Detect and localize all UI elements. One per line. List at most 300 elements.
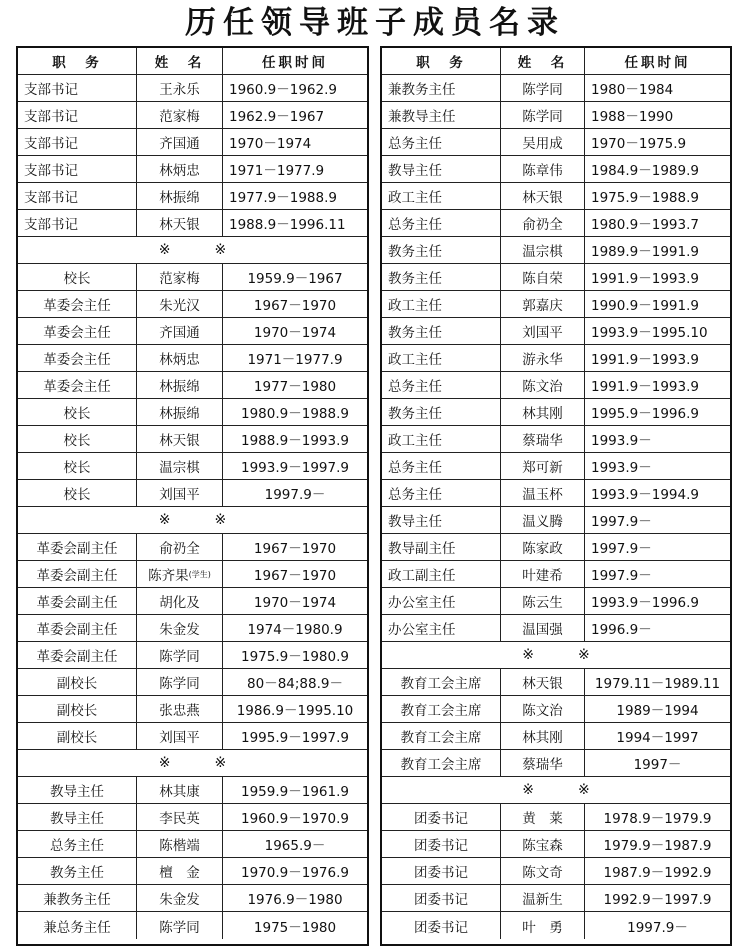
name-cell [136, 75, 222, 101]
term-text: 1991.9－1993.9 [591, 352, 699, 368]
position-cell [382, 561, 500, 587]
name-text: 朱光汉 [159, 298, 200, 314]
table-row [18, 291, 367, 318]
position-text: 副校长 [56, 730, 98, 746]
term-text: 1971－1977.9 [247, 352, 343, 368]
name-cell [136, 777, 222, 803]
name-text: 陈齐果 [148, 568, 189, 584]
section-separator [18, 507, 367, 534]
table-row [382, 912, 730, 939]
position-cell [382, 102, 500, 128]
position-text: 教务主任 [50, 865, 104, 881]
name-cell [136, 561, 222, 587]
name-cell [500, 264, 584, 290]
name-text: 温国强 [522, 622, 563, 638]
term-cell [584, 480, 730, 506]
table-row [18, 885, 367, 912]
name-text: 林振绵 [159, 379, 200, 395]
table-header-row [382, 48, 730, 75]
position-cell [382, 453, 500, 479]
table-row [382, 318, 730, 345]
term-cell [584, 345, 730, 371]
name-text: 陈楷端 [159, 838, 200, 854]
position-text: 校长 [63, 433, 91, 449]
table-row [382, 750, 730, 777]
table-row [382, 885, 730, 912]
name-cell [136, 723, 222, 749]
name-cell [136, 183, 222, 209]
name-text: 林天银 [159, 433, 200, 449]
header-name: 姓 名 [500, 48, 584, 74]
table-row [382, 615, 730, 642]
position-cell [382, 723, 500, 749]
term-cell [584, 831, 730, 857]
separator-cell [382, 642, 730, 668]
separator-mark: ※ [578, 782, 590, 798]
term-text: 1979.9－1987.9 [603, 838, 712, 854]
position-cell [18, 696, 136, 722]
name-cell [136, 642, 222, 668]
name-text: 林振绵 [159, 190, 200, 206]
separator-mark: ※ [522, 647, 534, 663]
position-cell [18, 480, 136, 506]
name-text: 郭嘉庆 [522, 298, 563, 314]
name-cell [500, 399, 584, 425]
name-cell [500, 588, 584, 614]
term-cell [584, 237, 730, 263]
name-cell [136, 669, 222, 695]
table-row [18, 102, 367, 129]
term-cell [584, 615, 730, 641]
name-text: 陈自荣 [522, 271, 563, 287]
name-cell [136, 318, 222, 344]
name-cell [136, 426, 222, 452]
position-cell [18, 129, 136, 155]
term-cell [584, 507, 730, 533]
name-text: 张忠燕 [159, 703, 200, 719]
name-cell [500, 696, 584, 722]
name-cell [500, 831, 584, 857]
term-cell [222, 696, 367, 722]
position-cell [18, 453, 136, 479]
name-cell [136, 372, 222, 398]
term-text: 1997.9－ [264, 487, 326, 503]
term-cell [584, 264, 730, 290]
position-text: 支部书记 [24, 136, 78, 152]
term-cell [222, 453, 367, 479]
table-row [382, 156, 730, 183]
term-text: 1962.9－1967 [229, 109, 325, 125]
term-text: 1970.9－1976.9 [241, 865, 349, 881]
table-row [18, 480, 367, 507]
name-text: 齐国通 [159, 136, 200, 152]
position-text: 副校长 [56, 703, 98, 719]
name-cell [136, 291, 222, 317]
position-text: 教育工会主席 [400, 703, 482, 719]
table-row [18, 399, 367, 426]
name-cell [500, 129, 584, 155]
term-cell [584, 534, 730, 560]
header-term: 任职时间 [222, 48, 367, 74]
name-text: 陈学同 [522, 82, 563, 98]
separator-cell [18, 507, 367, 533]
table-row [18, 129, 367, 156]
section-separator [18, 750, 367, 777]
term-text: 1997.9－ [591, 514, 652, 530]
position-cell [382, 156, 500, 182]
position-cell [18, 102, 136, 128]
name-cell [136, 480, 222, 506]
term-text: 1980.9－1993.7 [591, 217, 699, 233]
name-text: 檀 金 [159, 865, 200, 881]
table-row [18, 210, 367, 237]
term-text: 1993.9－1995.10 [591, 325, 708, 341]
position-cell [382, 831, 500, 857]
term-cell [584, 453, 730, 479]
term-cell [584, 696, 730, 722]
name-cell [136, 912, 222, 939]
table-row [382, 372, 730, 399]
table-row [18, 858, 367, 885]
position-text: 教育工会主席 [400, 676, 482, 692]
position-text: 兼教务主任 [388, 82, 456, 98]
term-text: 1987.9－1992.9 [603, 865, 712, 881]
separator-mark: ※ [158, 512, 171, 528]
separator-mark: ※ [214, 512, 227, 528]
name-cell [136, 534, 222, 560]
position-cell [382, 669, 500, 695]
term-text: 1965.9－ [264, 838, 326, 854]
position-text: 总务主任 [388, 379, 442, 395]
position-cell [382, 912, 500, 939]
position-cell [18, 399, 136, 425]
table-row [18, 912, 367, 939]
table-row [382, 426, 730, 453]
term-text: 1960.9－1970.9 [241, 811, 349, 827]
name-text: 林天银 [159, 217, 200, 233]
term-text: 1967－1970 [253, 541, 337, 557]
position-cell [18, 588, 136, 614]
table-row [18, 426, 367, 453]
term-cell [222, 318, 367, 344]
position-text: 革委会主任 [43, 325, 111, 341]
term-cell [222, 156, 367, 182]
position-text: 政工副主任 [388, 568, 456, 584]
term-cell [584, 750, 730, 776]
position-cell [18, 534, 136, 560]
separator-mark: ※ [214, 242, 227, 258]
position-text: 团委书记 [414, 892, 468, 908]
separator-cell [18, 237, 367, 263]
name-text: 范家梅 [159, 109, 200, 125]
term-text: 1991.9－1993.9 [591, 271, 699, 287]
name-cell [500, 345, 584, 371]
name-text: 陈文治 [522, 703, 563, 719]
term-text: 1959.9－1967 [247, 271, 343, 287]
position-text: 教导主任 [388, 163, 442, 179]
name-cell [136, 885, 222, 911]
name-text: 陈学同 [159, 676, 200, 692]
term-cell [584, 75, 730, 101]
position-cell [18, 264, 136, 290]
position-text: 革委会主任 [43, 352, 111, 368]
position-cell [18, 777, 136, 803]
position-cell [18, 345, 136, 371]
term-text: 1980－1984 [591, 82, 674, 98]
term-text: 1977.9－1988.9 [229, 190, 337, 206]
position-cell [382, 426, 500, 452]
term-text: 1993.9－ [591, 433, 652, 449]
term-text: 1959.9－1961.9 [241, 784, 349, 800]
term-text: 1984.9－1989.9 [591, 163, 699, 179]
name-text: 黄 莱 [522, 811, 563, 827]
term-cell [222, 885, 367, 911]
name-cell [500, 318, 584, 344]
separator-cell [382, 777, 730, 803]
position-cell [18, 885, 136, 911]
position-text: 兼总务主任 [43, 919, 111, 936]
name-text: 陈家政 [522, 541, 563, 557]
name-cell [500, 615, 584, 641]
position-cell [18, 318, 136, 344]
term-cell [584, 588, 730, 614]
table-row [18, 75, 367, 102]
position-cell [382, 264, 500, 290]
name-cell [500, 453, 584, 479]
term-cell [584, 399, 730, 425]
term-cell [222, 858, 367, 884]
term-text: 1980.9－1988.9 [241, 406, 349, 422]
position-cell [18, 183, 136, 209]
term-text: 1967－1970 [253, 568, 337, 584]
position-cell [18, 426, 136, 452]
table-row [18, 264, 367, 291]
name-cell [500, 480, 584, 506]
table-row [382, 831, 730, 858]
table-row [18, 156, 367, 183]
name-text: 俞礽全 [159, 541, 200, 557]
name-text: 吴用成 [522, 136, 563, 152]
term-cell [222, 102, 367, 128]
separator-mark: ※ [522, 782, 534, 798]
term-text: 1988－1990 [591, 109, 674, 125]
section-separator [382, 777, 730, 804]
term-text: 1975.9－1988.9 [591, 190, 699, 206]
position-cell [382, 858, 500, 884]
position-text: 支部书记 [24, 109, 78, 125]
position-text: 团委书记 [414, 865, 468, 881]
table-row [382, 399, 730, 426]
term-cell [584, 318, 730, 344]
position-cell [382, 399, 500, 425]
separator-cell [18, 750, 367, 776]
name-text: 齐国通 [159, 325, 200, 341]
position-text: 办公室主任 [388, 595, 456, 611]
term-cell [584, 804, 730, 830]
term-text: 1993.9－ [591, 460, 652, 476]
term-text: 1993.9－1996.9 [591, 595, 699, 611]
term-cell [222, 669, 367, 695]
term-cell [222, 831, 367, 857]
separator-mark: ※ [214, 755, 227, 771]
table-row [382, 210, 730, 237]
name-cell [500, 912, 584, 939]
position-cell [382, 588, 500, 614]
term-text: 1991.9－1993.9 [591, 379, 699, 395]
position-text: 支部书记 [24, 190, 78, 206]
name-cell [136, 264, 222, 290]
position-cell [382, 534, 500, 560]
name-cell [500, 102, 584, 128]
position-text: 总务主任 [50, 838, 104, 854]
position-text: 教导主任 [388, 514, 442, 530]
table-row [18, 561, 367, 588]
name-cell [500, 885, 584, 911]
table-row [18, 723, 367, 750]
name-cell [500, 183, 584, 209]
term-text: 1967－1970 [253, 298, 337, 314]
term-cell [222, 480, 367, 506]
term-cell [584, 291, 730, 317]
position-cell [382, 75, 500, 101]
term-cell [222, 561, 367, 587]
name-cell [500, 237, 584, 263]
table-row [18, 615, 367, 642]
term-text: 1978.9－1979.9 [603, 811, 712, 827]
position-text: 教导副主任 [388, 541, 456, 557]
position-text: 团委书记 [414, 919, 468, 936]
name-text: 胡化及 [159, 595, 200, 611]
table-row [382, 102, 730, 129]
name-cell [136, 399, 222, 425]
table-row [382, 183, 730, 210]
position-cell [382, 696, 500, 722]
table-row [382, 534, 730, 561]
name-cell [136, 129, 222, 155]
name-cell [500, 723, 584, 749]
term-text: 1971－1977.9 [229, 163, 325, 179]
term-cell [584, 372, 730, 398]
table-row [18, 669, 367, 696]
name-text: 温宗棋 [159, 460, 200, 476]
table-row [382, 858, 730, 885]
name-text: 范家梅 [159, 271, 200, 287]
position-text: 校长 [63, 487, 91, 503]
position-text: 政工主任 [388, 298, 442, 314]
table-row [18, 453, 367, 480]
table-row [382, 669, 730, 696]
name-text: 林其刚 [522, 406, 563, 422]
table-row [382, 291, 730, 318]
position-text: 政工主任 [388, 190, 442, 206]
name-cell [136, 102, 222, 128]
table-row [382, 237, 730, 264]
term-cell [584, 561, 730, 587]
table-row [18, 183, 367, 210]
name-text: 温义腾 [522, 514, 563, 530]
position-cell [382, 210, 500, 236]
term-cell [584, 723, 730, 749]
position-cell [382, 372, 500, 398]
table-row [18, 804, 367, 831]
term-text: 1993.9－1994.9 [591, 487, 699, 503]
term-cell [222, 615, 367, 641]
term-cell [222, 372, 367, 398]
term-text: 1988.9－1993.9 [241, 433, 349, 449]
left-table [16, 46, 369, 946]
position-cell [18, 642, 136, 668]
position-text: 教导主任 [50, 811, 104, 827]
term-cell [222, 291, 367, 317]
table-row [382, 129, 730, 156]
position-cell [382, 885, 500, 911]
term-cell [584, 183, 730, 209]
name-text: 温新生 [522, 892, 563, 908]
name-cell [500, 507, 584, 533]
term-cell [584, 156, 730, 182]
name-text: 蔡瑞华 [522, 757, 563, 773]
term-cell [222, 210, 367, 236]
term-cell [222, 804, 367, 830]
position-text: 教务主任 [388, 325, 442, 341]
name-text: 林天银 [522, 190, 563, 206]
header-position: 职 务 [52, 55, 102, 71]
name-cell [136, 615, 222, 641]
name-cell [136, 696, 222, 722]
name-text: 陈学同 [159, 919, 200, 936]
term-cell [222, 129, 367, 155]
term-cell [222, 642, 367, 668]
name-cell [500, 561, 584, 587]
name-text: 林天银 [522, 676, 563, 692]
right-table [380, 46, 732, 946]
position-cell [18, 858, 136, 884]
position-text: 教务主任 [388, 244, 442, 260]
name-cell [500, 291, 584, 317]
position-cell [382, 615, 500, 641]
term-text: 1997.9－ [591, 568, 652, 584]
name-cell [500, 669, 584, 695]
name-cell [136, 156, 222, 182]
term-text: 1992.9－1997.9 [603, 892, 712, 908]
name-cell [500, 75, 584, 101]
position-text: 革委会副主任 [36, 595, 118, 611]
table-row [18, 831, 367, 858]
name-text: 游永华 [522, 352, 563, 368]
term-text: 1997.9－ [627, 919, 688, 936]
term-text: 1977－1980 [253, 379, 337, 395]
position-text: 政工主任 [388, 352, 442, 368]
term-cell [222, 777, 367, 803]
name-text: 林炳忠 [159, 163, 200, 179]
name-text: 俞礽全 [522, 217, 563, 233]
term-text: 1975－1980 [253, 919, 337, 936]
position-text: 教育工会主席 [400, 757, 482, 773]
name-cell [500, 750, 584, 776]
name-cell [500, 858, 584, 884]
term-text: 1986.9－1995.10 [236, 703, 354, 719]
term-text: 1976.9－1980 [247, 892, 343, 908]
position-cell [382, 345, 500, 371]
name-cell [500, 210, 584, 236]
position-text: 政工主任 [388, 433, 442, 449]
term-text: 1970－1975.9 [591, 136, 687, 152]
position-text: 革委会副主任 [36, 649, 118, 665]
table-row [382, 804, 730, 831]
position-text: 团委书记 [414, 838, 468, 854]
position-text: 支部书记 [24, 82, 78, 98]
table-row [382, 723, 730, 750]
